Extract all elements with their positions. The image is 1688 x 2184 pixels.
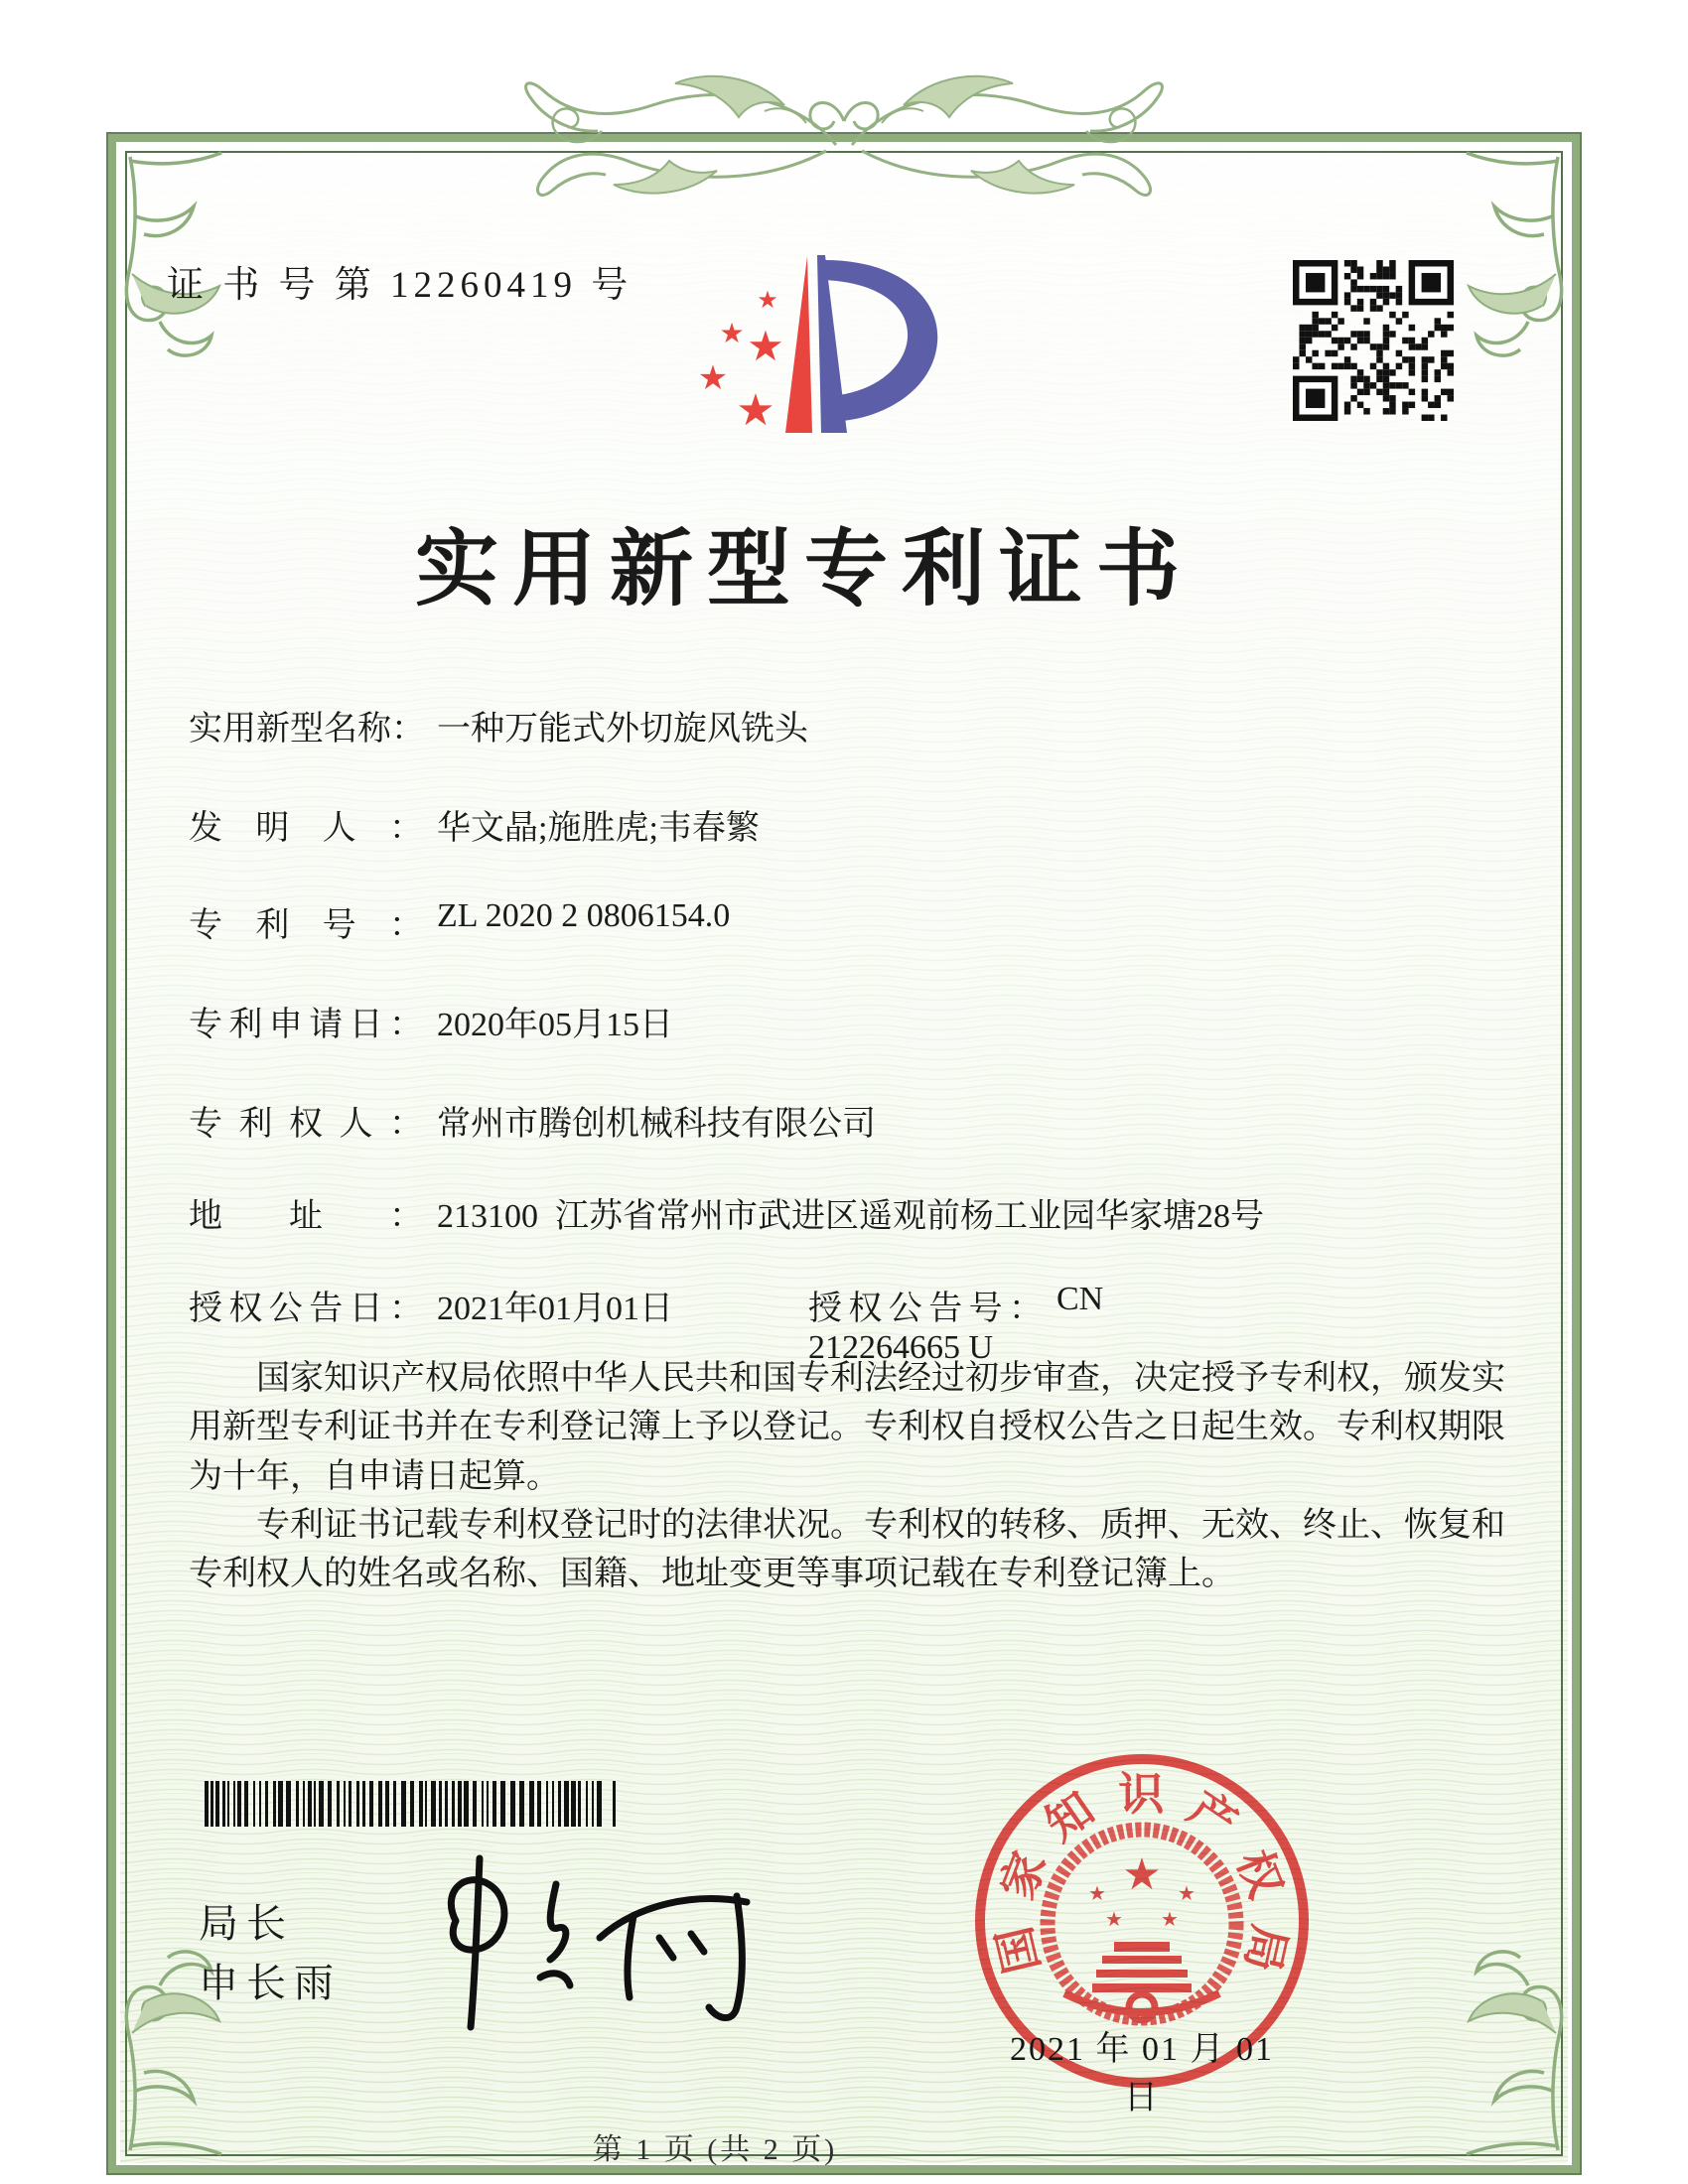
svg-text:★: ★ [697, 358, 729, 398]
field-value: ZL 2020 2 0806154.0 [437, 897, 731, 934]
barcode [205, 1781, 618, 1827]
qr-code [1293, 260, 1454, 421]
certificate-number: 证 书 号 第 12260419 号 [167, 265, 633, 306]
field-value: 华文晶;施胜虎;韦春繁 [437, 810, 760, 847]
page-number: 第 1 页 (共 2 页) [592, 2133, 838, 2166]
certificate-title: 实用新型专利证书 [414, 524, 1194, 616]
field-label: 专利申请日： [189, 1007, 423, 1043]
field-label: 专利权人： [189, 1106, 423, 1143]
svg-text:★: ★ [1122, 1849, 1162, 1900]
field-value: CN 212264665 U [808, 1281, 1112, 1366]
legal-text [189, 1354, 1505, 1598]
signatory-name: 申长雨 [199, 1962, 342, 2005]
svg-text:★: ★ [719, 317, 745, 349]
svg-text:★: ★ [1161, 1907, 1179, 1931]
field-label: 地址： [189, 1198, 423, 1235]
field-row-patent-no [189, 897, 730, 946]
field-value: 213100 江苏省常州市武进区遥观前杨工业园华家塘28号 [437, 1198, 1264, 1235]
field-value: 一种万能式外切旋风铣头 [437, 711, 808, 748]
field-value: 常州市腾创机械科技有限公司 [437, 1106, 876, 1143]
field-row-name [189, 701, 808, 750]
field-label: 实用新型名称： [189, 711, 425, 748]
field-value: 2020年05月15日 [437, 1007, 673, 1043]
svg-text:★: ★ [1105, 1907, 1123, 1931]
field-label: 授权公告日： [189, 1291, 423, 1327]
field-row-grant [189, 1281, 1112, 1366]
seal-date: 2021 年 01 月 01 日 [1010, 2031, 1274, 2116]
signature-handwriting [397, 1844, 774, 2035]
field-row-filing-date [189, 997, 673, 1045]
svg-text:★: ★ [1088, 1881, 1106, 1905]
signatory-title: 局长 [199, 1902, 294, 1946]
cnipa-logo-icon [685, 242, 953, 451]
national-emblem-icon [1048, 1830, 1236, 2020]
svg-text:★: ★ [747, 322, 784, 370]
field-row-inventors [189, 800, 760, 849]
svg-text:★: ★ [1178, 1881, 1196, 1905]
seal-text: 国家知识产权局 [988, 1768, 1296, 1979]
field-row-patentee [189, 1096, 876, 1145]
field-value: 2021年01月01日 [437, 1291, 673, 1327]
field-label: 专利号： [189, 907, 423, 944]
svg-text:★: ★ [757, 286, 778, 314]
field-row-address [189, 1188, 1264, 1237]
legal-paragraph-1: 国家知识产权局依照中华人民共和国专利法经过初步审查，决定授予专利权，颁发实用新型专利证书并在专利登记簿上予以登记。专利权自授权公告之日起生效。专利权期限为十年，自申请日起算。 [189, 1360, 1505, 1495]
svg-text:★: ★ [736, 385, 775, 436]
field-label: 授权公告号： [808, 1291, 1043, 1327]
field-label: 发明人： [189, 810, 423, 847]
legal-paragraph-2: 专利证书记载专利权登记时的法律状况。专利权的转移、质押、无效、终止、恢复和专利权人的姓名或名称、国籍、地址变更等事项记载在专利登记簿上。 [189, 1506, 1505, 1593]
